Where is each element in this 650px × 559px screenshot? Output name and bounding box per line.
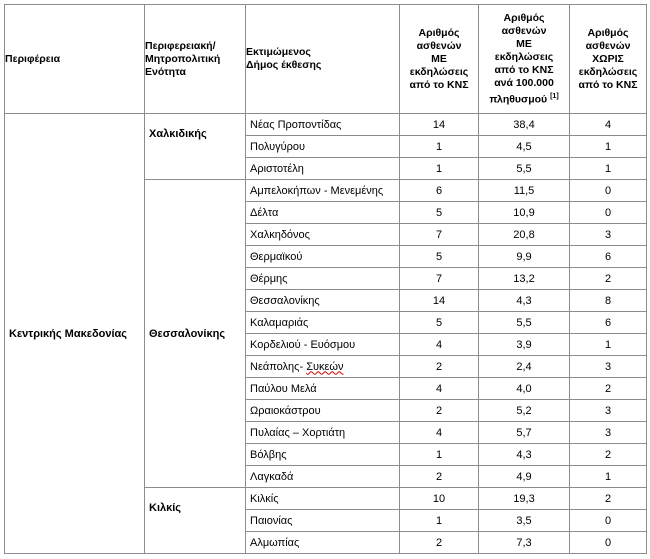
municipality-cell: Νέας Προποντίδας bbox=[246, 114, 400, 136]
cases-with-cell: 10 bbox=[400, 488, 479, 510]
cases-without-cell: 2 bbox=[570, 488, 647, 510]
unit-kilkis: Κιλκίς bbox=[145, 488, 246, 554]
cases-with-cell: 1 bbox=[400, 510, 479, 532]
municipality-cell: Θέρμης bbox=[246, 268, 400, 290]
rate-cell: 5,7 bbox=[479, 422, 570, 444]
rate-cell: 11,5 bbox=[479, 180, 570, 202]
municipality-cell: Αλμωπίας bbox=[246, 532, 400, 554]
municipality-cell: Ωραιοκάστρου bbox=[246, 400, 400, 422]
rate-cell: 20,8 bbox=[479, 224, 570, 246]
municipality-cell: Θεσσαλονίκης bbox=[246, 290, 400, 312]
cases-with-cell: 1 bbox=[400, 444, 479, 466]
municipality-cell: Καλαμαριάς bbox=[246, 312, 400, 334]
region-cell: Κεντρικής Μακεδονίας bbox=[5, 114, 145, 554]
cases-with-cell: 1 bbox=[400, 136, 479, 158]
cases-table bbox=[4, 4, 647, 554]
cases-with-cell: 7 bbox=[400, 224, 479, 246]
rate-cell: 5,5 bbox=[479, 312, 570, 334]
table-row bbox=[5, 114, 647, 136]
rate-cell: 4,5 bbox=[479, 136, 570, 158]
header-rate: Αριθμός ασθενών ΜΕ εκδηλώσεις από το ΚΝΣ ανά 100.000 πληθυσμού [1] bbox=[479, 5, 570, 114]
municipality-cell: Πυλαίας – Χορτιάτη bbox=[246, 422, 400, 444]
rate-cell: 7,3 bbox=[479, 532, 570, 554]
municipality-cell: Αριστοτέλη bbox=[246, 158, 400, 180]
cases-without-cell: 2 bbox=[570, 378, 647, 400]
rate-cell: 4,0 bbox=[479, 378, 570, 400]
unit-thessaloniki: Θεσσαλονίκης bbox=[145, 180, 246, 488]
rate-cell: 5,2 bbox=[479, 400, 570, 422]
header-cases-with: Αριθμός ασθενών ΜΕ εκδηλώσεις από το ΚΝΣ bbox=[400, 5, 479, 114]
municipality-cell: Δέλτα bbox=[246, 202, 400, 224]
cases-without-cell: 3 bbox=[570, 224, 647, 246]
cases-with-cell: 2 bbox=[400, 400, 479, 422]
cases-without-cell: 2 bbox=[570, 268, 647, 290]
cases-with-cell: 2 bbox=[400, 532, 479, 554]
cases-without-cell: 1 bbox=[570, 334, 647, 356]
rate-cell: 5,5 bbox=[479, 158, 570, 180]
cases-with-cell: 7 bbox=[400, 268, 479, 290]
cases-without-cell: 3 bbox=[570, 400, 647, 422]
header-cases-without: Αριθμός ασθενών ΧΩΡΙΣ εκδηλώσεις από το ΚΝΣ bbox=[570, 5, 647, 114]
rate-cell: 2,4 bbox=[479, 356, 570, 378]
municipality-cell: Παύλου Μελά bbox=[246, 378, 400, 400]
municipality-cell: Βόλβης bbox=[246, 444, 400, 466]
spellcheck-underlined-text: Συκεών bbox=[306, 360, 344, 373]
rate-cell: 4,3 bbox=[479, 290, 570, 312]
cases-without-cell: 0 bbox=[570, 180, 647, 202]
rate-cell: 13,2 bbox=[479, 268, 570, 290]
cases-with-cell: 2 bbox=[400, 466, 479, 488]
cases-without-cell: 6 bbox=[570, 312, 647, 334]
cases-with-cell: 6 bbox=[400, 180, 479, 202]
cases-with-cell: 14 bbox=[400, 114, 479, 136]
cases-without-cell: 2 bbox=[570, 444, 647, 466]
cases-without-cell: 3 bbox=[570, 422, 647, 444]
municipality-cell: Θερμαϊκού bbox=[246, 246, 400, 268]
municipality-cell: Κορδελιού - Ευόσμου bbox=[246, 334, 400, 356]
rate-cell: 10,9 bbox=[479, 202, 570, 224]
cases-with-cell: 2 bbox=[400, 356, 479, 378]
cases-with-cell: 5 bbox=[400, 246, 479, 268]
header-unit: Περιφερειακή/ Μητροπολιτική Ενότητα bbox=[145, 5, 246, 114]
rate-cell: 4,9 bbox=[479, 466, 570, 488]
municipality-cell: Παιονίας bbox=[246, 510, 400, 532]
cases-without-cell: 6 bbox=[570, 246, 647, 268]
cases-with-cell: 14 bbox=[400, 290, 479, 312]
cases-without-cell: 4 bbox=[570, 114, 647, 136]
municipality-cell: Νεάπολης- Συκεών bbox=[246, 356, 400, 378]
header-row bbox=[5, 5, 647, 114]
municipality-cell: Πολυγύρου bbox=[246, 136, 400, 158]
cases-with-cell: 4 bbox=[400, 378, 479, 400]
cases-with-cell: 5 bbox=[400, 312, 479, 334]
footnote-ref[interactable]: [1] bbox=[550, 92, 559, 100]
rate-cell: 4,3 bbox=[479, 444, 570, 466]
header-municipality: Εκτιμώμενος Δήμος έκθεσης bbox=[246, 5, 400, 114]
cases-with-cell: 1 bbox=[400, 158, 479, 180]
cases-without-cell: 0 bbox=[570, 202, 647, 224]
cases-without-cell: 1 bbox=[570, 136, 647, 158]
cases-without-cell: 8 bbox=[570, 290, 647, 312]
municipality-cell: Κιλκίς bbox=[246, 488, 400, 510]
cases-without-cell: 3 bbox=[570, 356, 647, 378]
unit-chalkidiki: Χαλκιδικής bbox=[145, 114, 246, 180]
rate-cell: 19,3 bbox=[479, 488, 570, 510]
cases-without-cell: 1 bbox=[570, 158, 647, 180]
cases-without-cell: 1 bbox=[570, 466, 647, 488]
cases-with-cell: 4 bbox=[400, 334, 479, 356]
rate-cell: 38,4 bbox=[479, 114, 570, 136]
rate-cell: 3,9 bbox=[479, 334, 570, 356]
cases-without-cell: 0 bbox=[570, 532, 647, 554]
municipality-cell: Χαλκηδόνος bbox=[246, 224, 400, 246]
header-region: Περιφέρεια bbox=[5, 5, 145, 114]
rate-cell: 9,9 bbox=[479, 246, 570, 268]
municipality-cell: Λαγκαδά bbox=[246, 466, 400, 488]
rate-cell: 3,5 bbox=[479, 510, 570, 532]
cases-without-cell: 0 bbox=[570, 510, 647, 532]
municipality-cell: Αμπελοκήπων - Μενεμένης bbox=[246, 180, 400, 202]
cases-with-cell: 5 bbox=[400, 202, 479, 224]
cases-with-cell: 4 bbox=[400, 422, 479, 444]
